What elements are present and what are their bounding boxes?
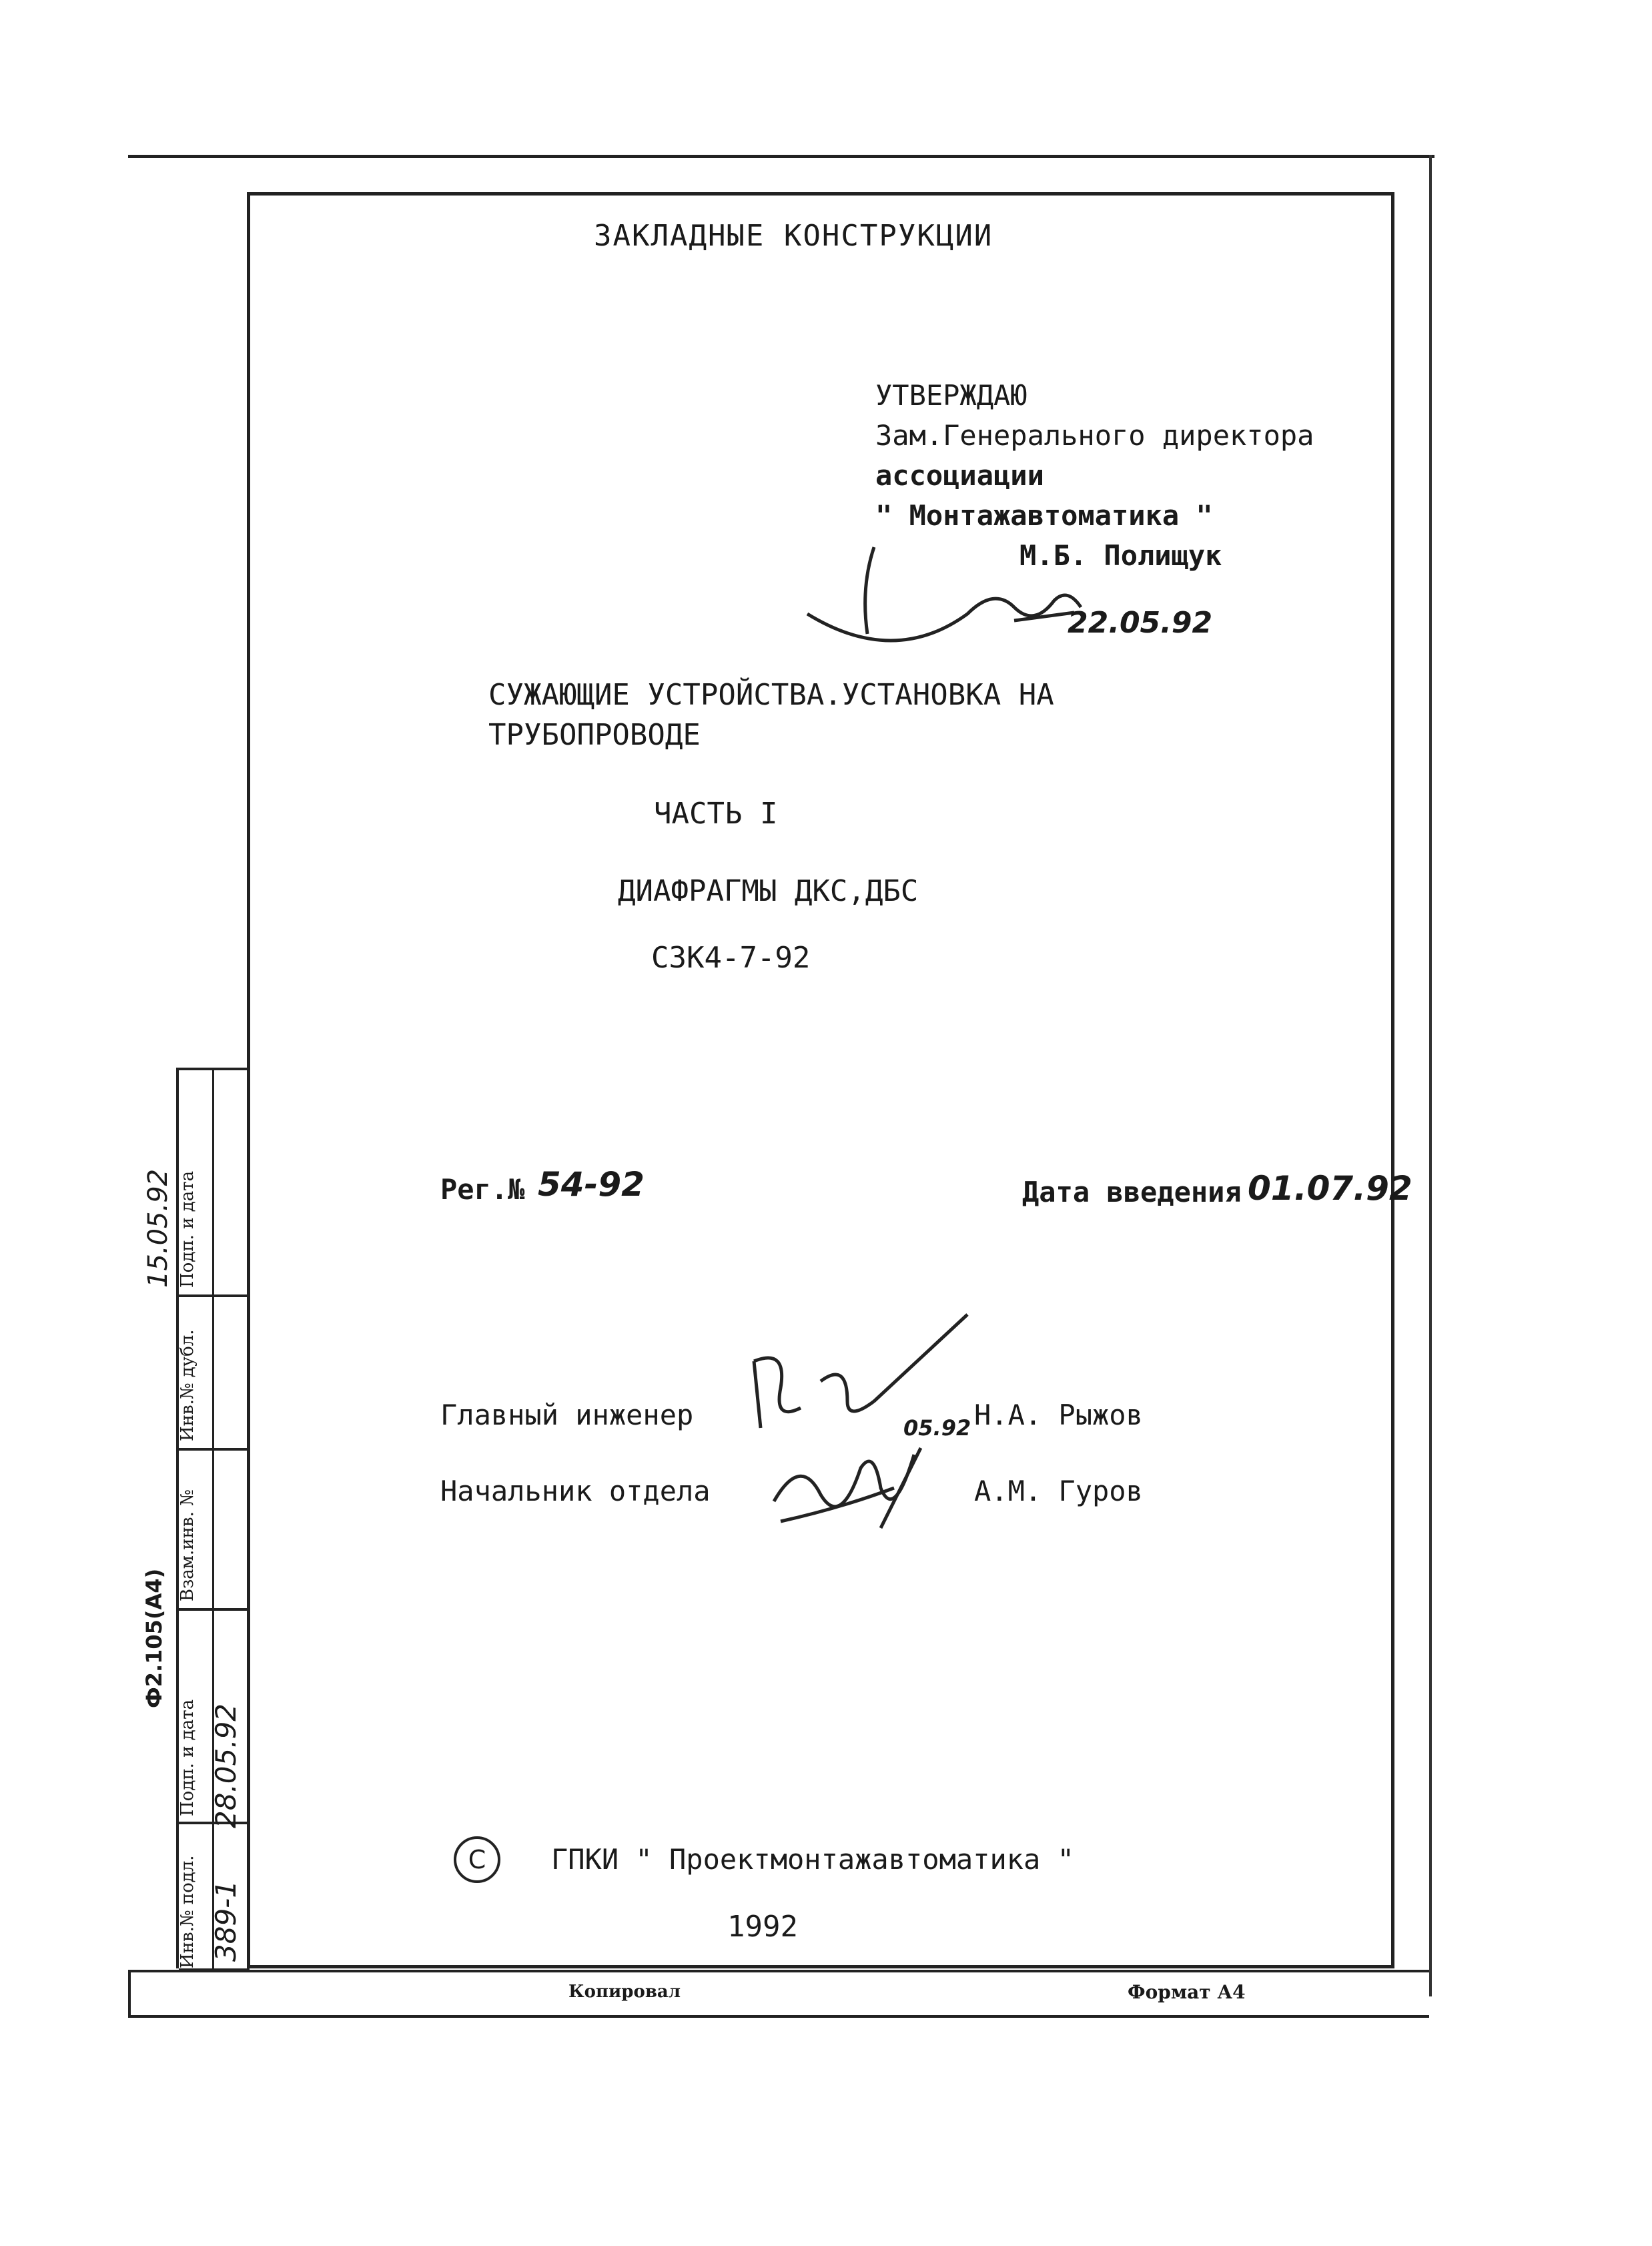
date-value: 01.07.92 bbox=[1248, 1169, 1412, 1208]
doc-title-line1: СУЖАЮЩИЕ УСТРОЙСТВА.УСТАНОВКА НА bbox=[488, 678, 1054, 712]
stamp-row-line bbox=[179, 1294, 250, 1297]
stamp-row-line bbox=[179, 1968, 250, 1971]
signatory-name-2: А.М. Гуров bbox=[974, 1475, 1143, 1507]
doc-code: СЗК4-7-92 bbox=[651, 941, 811, 975]
publisher-year: 1992 bbox=[727, 1910, 798, 1944]
stamp-divider bbox=[212, 1068, 214, 1968]
stamp-label-podp-data-2: Подп. и дата bbox=[177, 1170, 197, 1288]
reg-number: 54-92 bbox=[538, 1165, 645, 1204]
publisher-org: ГПКИ " Проектмонтажавтоматика " bbox=[551, 1843, 1074, 1876]
approver-name: М.Б. Полищук bbox=[1019, 539, 1222, 572]
footer-format: Формат А4 bbox=[1128, 1981, 1246, 2003]
stamp-label-inv-dubl: Инв.№ дубл. bbox=[177, 1329, 197, 1441]
stamp-label-vzam: Взам.инв. № bbox=[177, 1489, 197, 1601]
approval-date: 22.05.92 bbox=[1068, 606, 1213, 640]
approver-signature bbox=[794, 534, 1114, 654]
date-label: Дата введения bbox=[1022, 1176, 1242, 1208]
approval-line3: ассоциации bbox=[875, 459, 1044, 492]
outer-frame-top bbox=[128, 155, 1434, 158]
signatory-role-1: Главный инженер bbox=[440, 1399, 694, 1431]
approval-line1: УТВЕРЖДАЮ bbox=[875, 379, 1027, 412]
footer-copied-by: Копировал bbox=[568, 1982, 681, 2002]
department-head-signature bbox=[761, 1428, 961, 1535]
signatory-date-note: 05.92 bbox=[903, 1415, 971, 1441]
frame-left-edge bbox=[128, 1970, 131, 2015]
stamp-label-inv-podl: Инв.№ подл. bbox=[177, 1855, 197, 1968]
frame-bottom-line bbox=[128, 1970, 1429, 1972]
stamp-row-line bbox=[179, 1448, 250, 1451]
signatory-name-1: Н.А. Рыжов bbox=[974, 1399, 1143, 1431]
inner-frame bbox=[247, 192, 1394, 1968]
stamp-row-line bbox=[179, 1608, 250, 1611]
stamp-handwritten-date-1: 28.05.92 bbox=[210, 1703, 242, 1828]
stamp-handwritten-inv: 389-1 bbox=[210, 1880, 242, 1962]
approval-line4: " Монтажавтоматика " bbox=[875, 499, 1213, 532]
header-title: ЗАКЛАДНЫЕ КОНСТРУКЦИИ bbox=[594, 219, 993, 253]
approval-line2: Зам.Генерального директора bbox=[875, 419, 1314, 452]
signatory-role-2: Начальник отдела bbox=[440, 1475, 711, 1507]
doc-part: ЧАСТЬ I bbox=[654, 797, 778, 831]
stamp-row-line bbox=[179, 1068, 250, 1070]
stamp-form-code: Ф2.105(А4) bbox=[141, 1568, 167, 1708]
stamp-label-podp-data-1: Подп. и дата bbox=[177, 1699, 197, 1816]
copyright-icon: C bbox=[454, 1836, 500, 1883]
stamp-handwritten-date-2: 15.05.92 bbox=[143, 1168, 173, 1288]
doc-subtitle: ДИАФРАГМЫ ДКС,ДБС bbox=[618, 874, 919, 908]
outer-frame-right bbox=[1429, 155, 1432, 1996]
reg-label: Рег.№ bbox=[440, 1173, 525, 1206]
frame-footer-line bbox=[128, 2015, 1429, 2018]
doc-title-line2: ТРУБОПРОВОДЕ bbox=[488, 718, 701, 752]
